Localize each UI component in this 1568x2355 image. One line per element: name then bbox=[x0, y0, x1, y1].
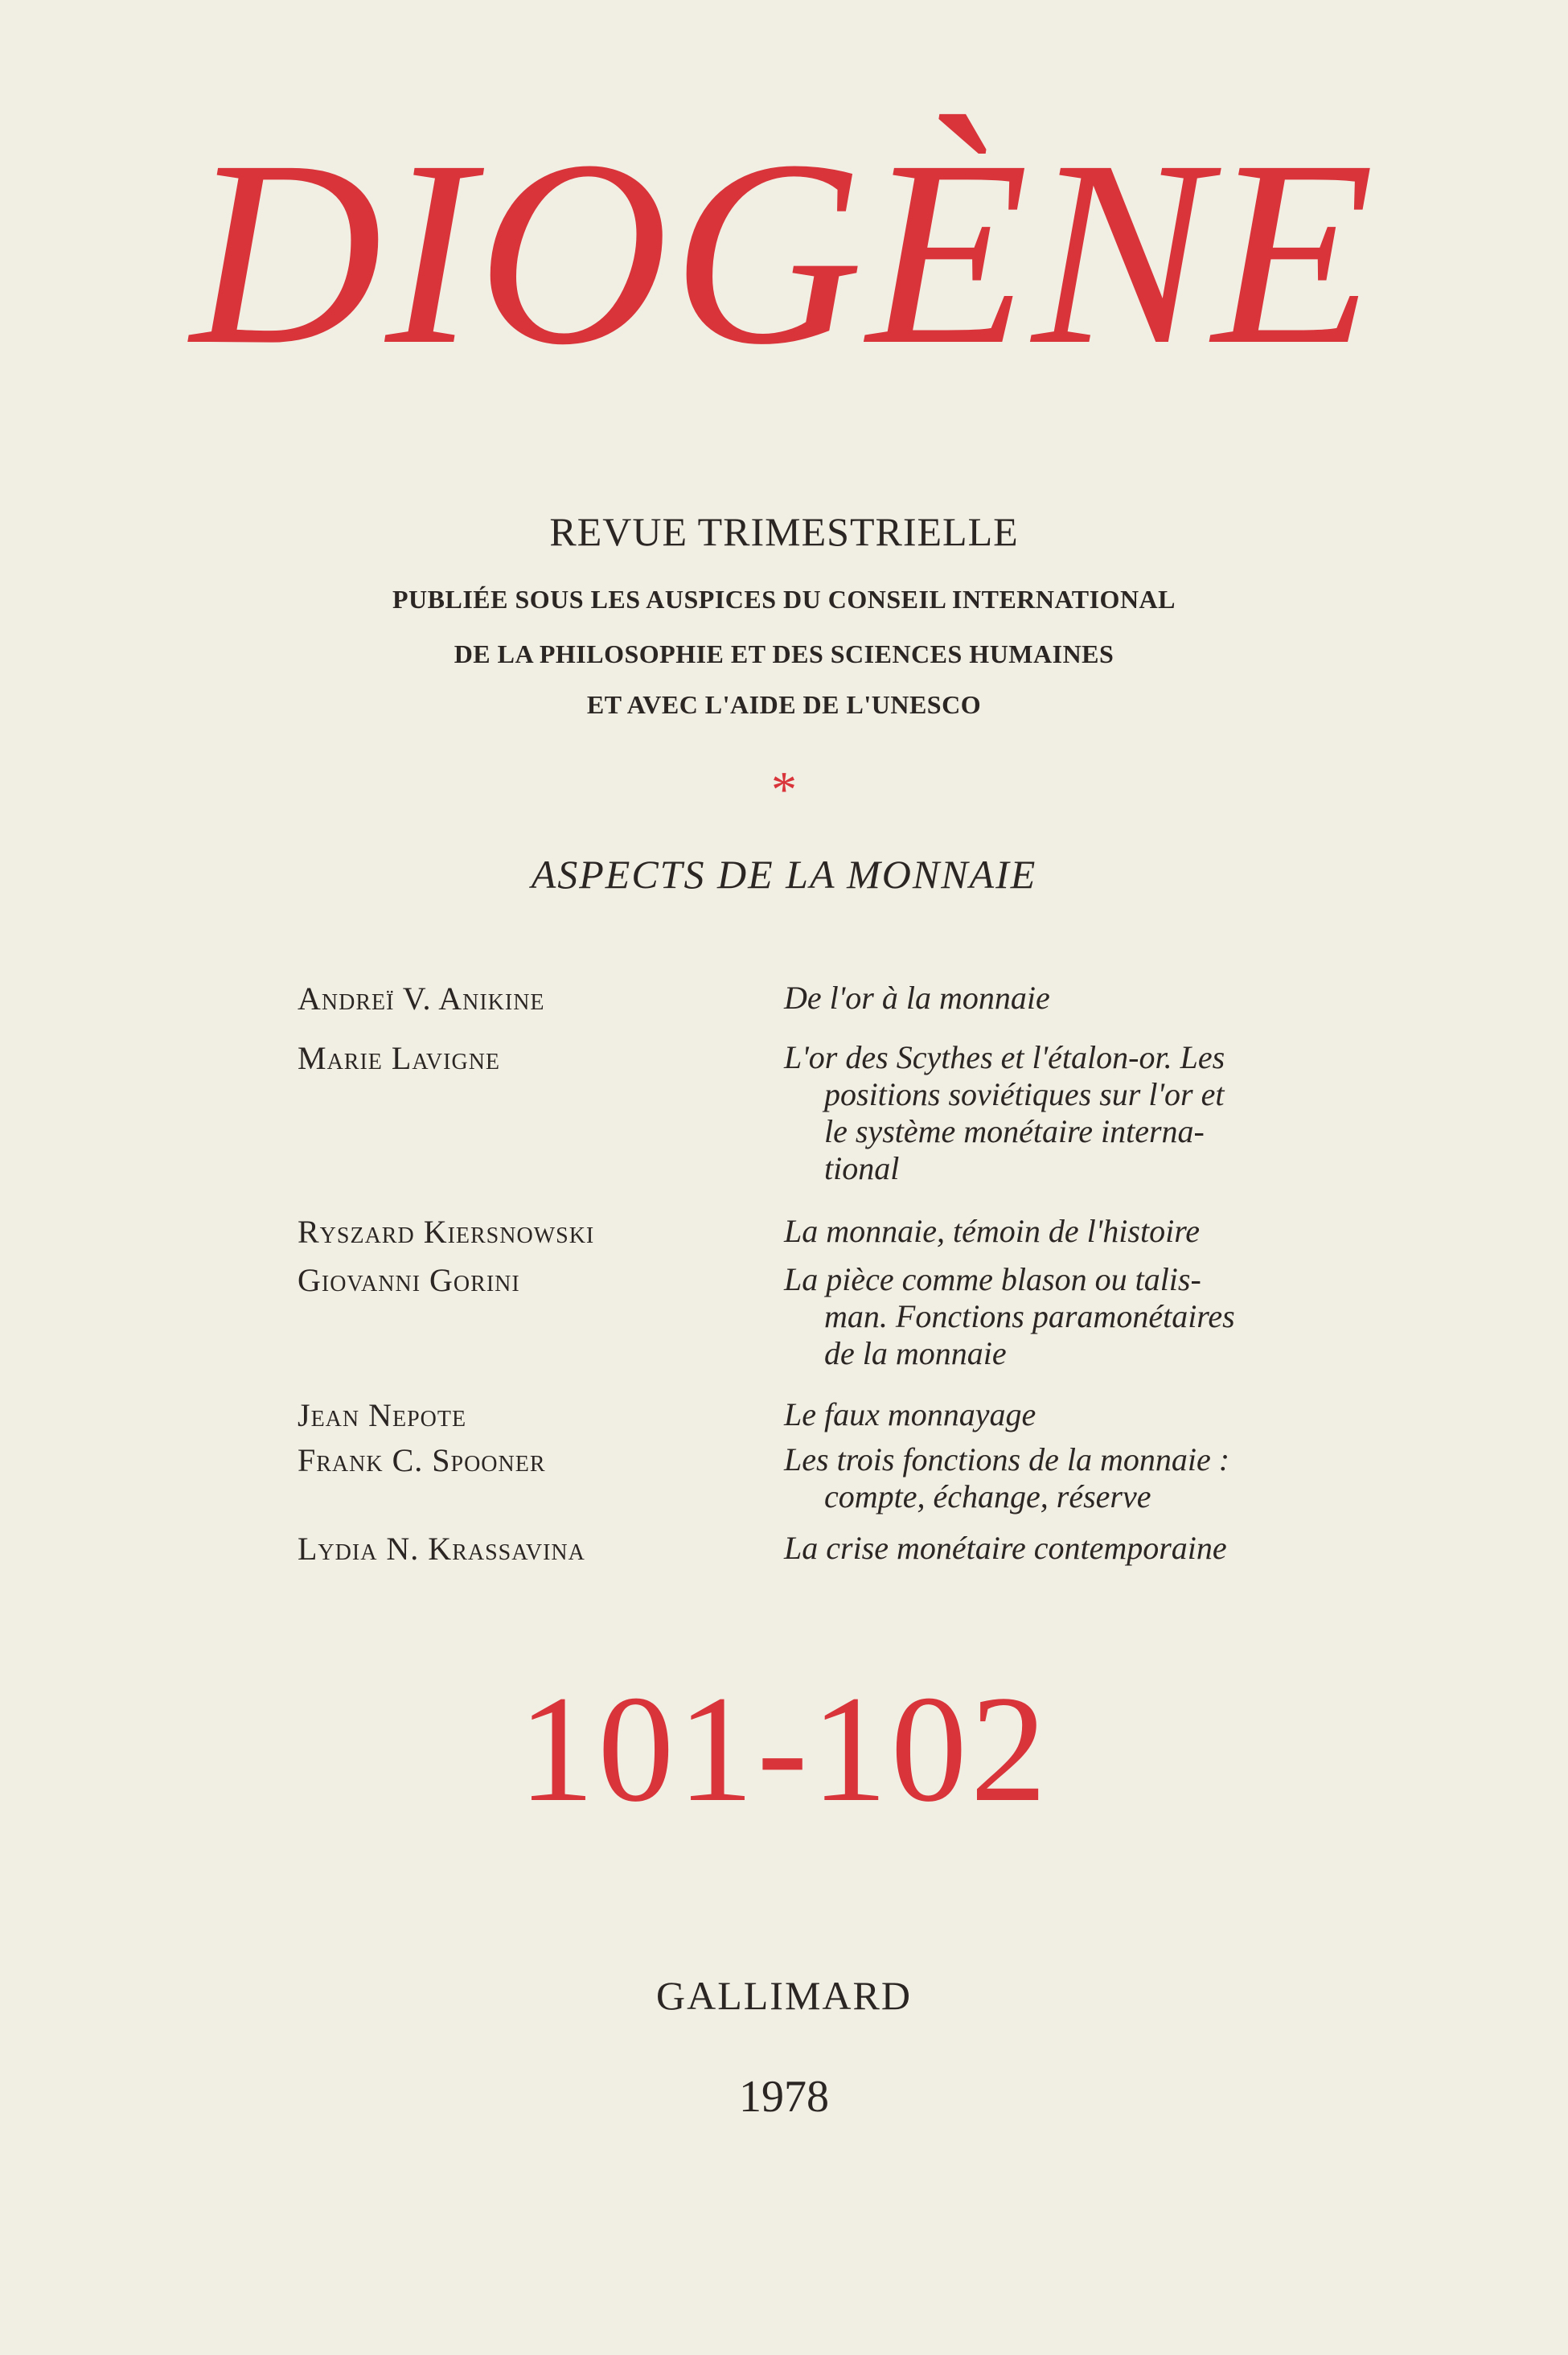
article-title-line: La crise monétaire contemporaine bbox=[784, 1530, 1227, 1566]
toc-author: Frank C. Spooner bbox=[298, 1442, 546, 1478]
toc-article-title bbox=[784, 1530, 1283, 1567]
issue-number: 101-102 bbox=[518, 1665, 1050, 1834]
article-title-line: La monnaie, témoin de l'histoire bbox=[784, 1213, 1201, 1249]
toc-author: Jean Nepote bbox=[298, 1397, 467, 1433]
article-title-line: Le faux monnayage bbox=[784, 1396, 1036, 1432]
toc-article-title bbox=[784, 1039, 1283, 1187]
publication-note-line-2: DE LA PHILOSOPHIE ET DES SCIENCES HUMAINES bbox=[454, 639, 1114, 668]
publication-year: 1978 bbox=[739, 2072, 829, 2122]
issue-theme: ASPECTS DE LA MONNAIE bbox=[531, 852, 1037, 897]
article-title-line: Les trois fonctions de la monnaie : bbox=[784, 1441, 1230, 1478]
article-title-line: L'or des Scythes et l'étalon-or. Les bbox=[784, 1039, 1225, 1075]
publication-note-line-1: PUBLIÉE SOUS LES AUSPICES DU CONSEIL INTERNATIONAL bbox=[392, 585, 1176, 614]
article-title-line: De l'or à la monnaie bbox=[784, 980, 1050, 1016]
toc-author: Giovanni Gorini bbox=[298, 1262, 520, 1298]
article-title-line: man. Fonctions paramonétaires bbox=[824, 1298, 1235, 1334]
toc-author: Lydia N. Krassavina bbox=[298, 1531, 585, 1567]
toc-author: Marie Lavigne bbox=[298, 1040, 501, 1076]
journal-subtitle: REVUE TRIMESTRIELLE bbox=[549, 509, 1019, 554]
toc-article-title bbox=[784, 1261, 1283, 1372]
toc-author: Andreï V. Anikine bbox=[298, 980, 545, 1017]
toc-article-title bbox=[784, 1396, 1283, 1433]
star-ornament-icon: * bbox=[771, 761, 797, 818]
article-title-line: de la monnaie bbox=[824, 1335, 1007, 1371]
article-title-line: positions soviétiques sur l'or et bbox=[824, 1076, 1225, 1112]
toc-article-title bbox=[784, 980, 1283, 1017]
toc-article-title bbox=[784, 1213, 1283, 1250]
article-title-line: La pièce comme blason ou talis- bbox=[784, 1261, 1201, 1297]
article-title-line: tional bbox=[824, 1150, 900, 1186]
publisher-name: GALLIMARD bbox=[656, 1973, 912, 2018]
toc-author: Ryszard Kiersnowski bbox=[298, 1214, 595, 1250]
article-title-line: compte, échange, réserve bbox=[824, 1478, 1151, 1515]
journal-title: DIOGÈNE bbox=[190, 106, 1378, 400]
article-title-line: le système monétaire interna- bbox=[824, 1113, 1205, 1149]
toc-article-title bbox=[784, 1441, 1283, 1515]
publication-note-line-3: ET AVEC L'AIDE DE L'UNESCO bbox=[586, 690, 982, 719]
